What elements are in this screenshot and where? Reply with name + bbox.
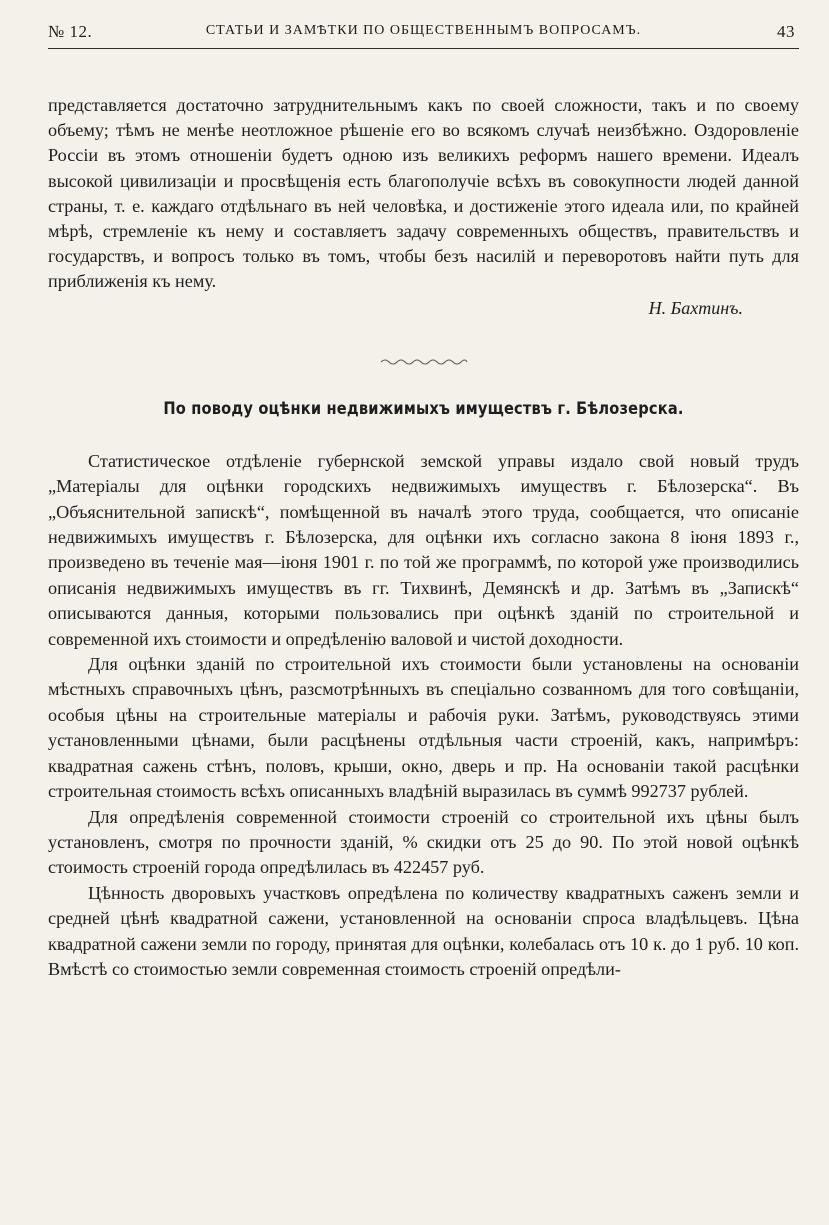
article-paragraph: Для оцѣнки зданій по строительной ихъ стоимости были установлены на основаніи мѣстныхъ справочныхъ цѣнъ, разсмотрѣнныхъ въ спеціально созванномъ для того совѣщаніи, особыя цѣны на строительные матеріалы и рабочія руки. Затѣмъ, руководствуясь этими установленными цѣнами, были расцѣнены отдѣльныя части строеній, какъ, напримѣръ: квадратная сажень стѣнъ, половъ, крыши, окно, дверь и пр. На основаніи такой расцѣнки строительная стоимость всѣхъ описанныхъ владѣній выразилась въ суммѣ 992737 рублей. [48, 654, 799, 802]
running-header [48, 18, 799, 49]
continued-text [48, 93, 799, 321]
article-paragraph: Для опредѣленія современной стоимости строеній со строительной ихъ цѣны былъ установленъ, смотря по прочности зданій, % скидки отъ 25 до 90. По этой новой оцѣнкѣ стоимость строеній города опредѣлилась въ 422457 руб. [48, 806, 799, 878]
page-number: 43 [777, 22, 795, 41]
author-signature: Н. Бахтинъ. [648, 297, 743, 318]
wavy-rule-icon [379, 357, 469, 367]
article-title: По поводу оцѣнки недвижимыхъ имуществъ г. Бѣлозерска. [163, 398, 684, 419]
article-paragraph: Цѣнность дворовыхъ участковъ опредѣлена по количеству квадратныхъ саженъ земли и средней цѣнѣ квадратной сажени, установленной на основаніи спроса владѣльцевъ. Цѣна квадратной сажени земли по городу, принятая для оцѣнки, колебалась отъ 10 к. до 1 руб. 10 коп. Вмѣстѣ со стоимостью земли современная стоимость строеній опредѣли- [48, 882, 799, 979]
section-title: СТАТЬИ И ЗАМѢТКИ ПО ОБЩЕСТВЕННЫМЪ ВОПРОСАМЪ. [205, 23, 642, 38]
continued-paragraph: представляется достаточно затруднительнымъ какъ по своей сложности, такъ и по своему объему; тѣмъ не менѣе неотложное рѣшеніе его во всякомъ случаѣ неизбѣжно. Оздоровленіе Россіи въ этомъ отношеніи будетъ одною изъ великихъ реформъ нашего времени. Идеалъ высокой цивилизаціи и просвѣщенія есть благополучіе всѣхъ въ совокупности людей данной страны, т. е. каждаго отдѣльнаго въ ней человѣка, и достиженіе этого идеала или, по крайней мѣрѣ, стремленіе къ нему и составляетъ задачу современныхъ обществъ, правительствъ и государствъ, и вопросъ только въ томъ, чтобы безъ насилій и переворотовъ найти путь для приближенія къ нему. [48, 95, 799, 292]
article-body [48, 449, 799, 983]
issue-number: № 12. [48, 22, 93, 41]
section-divider [379, 357, 469, 367]
article-paragraph: Статистическое отдѣленіе губернской земской управы издало свой новый трудъ „Матеріалы для оцѣнки городскихъ недвижимыхъ имуществъ г. Бѣлозерска“. Въ „Объяснительной запискѣ“, помѣщенной въ началѣ этого труда, сообщается, что описаніе недвижимыхъ имуществъ г. Бѣлозерска, для оцѣнки ихъ согласно закона 8 іюня 1893 г., произведено въ теченіе мая—іюня 1901 г. по той же программѣ, по которой уже производились описанія недвижимыхъ имуществъ въ гг. Тихвинѣ, Демянскѣ и др. Затѣмъ въ „Запискѣ“ описываются данныя, которыми пользовались при оцѣнкѣ зданій по строительной и современной ихъ стоимости и опредѣленію валовой и чистой доходности. [48, 450, 799, 649]
